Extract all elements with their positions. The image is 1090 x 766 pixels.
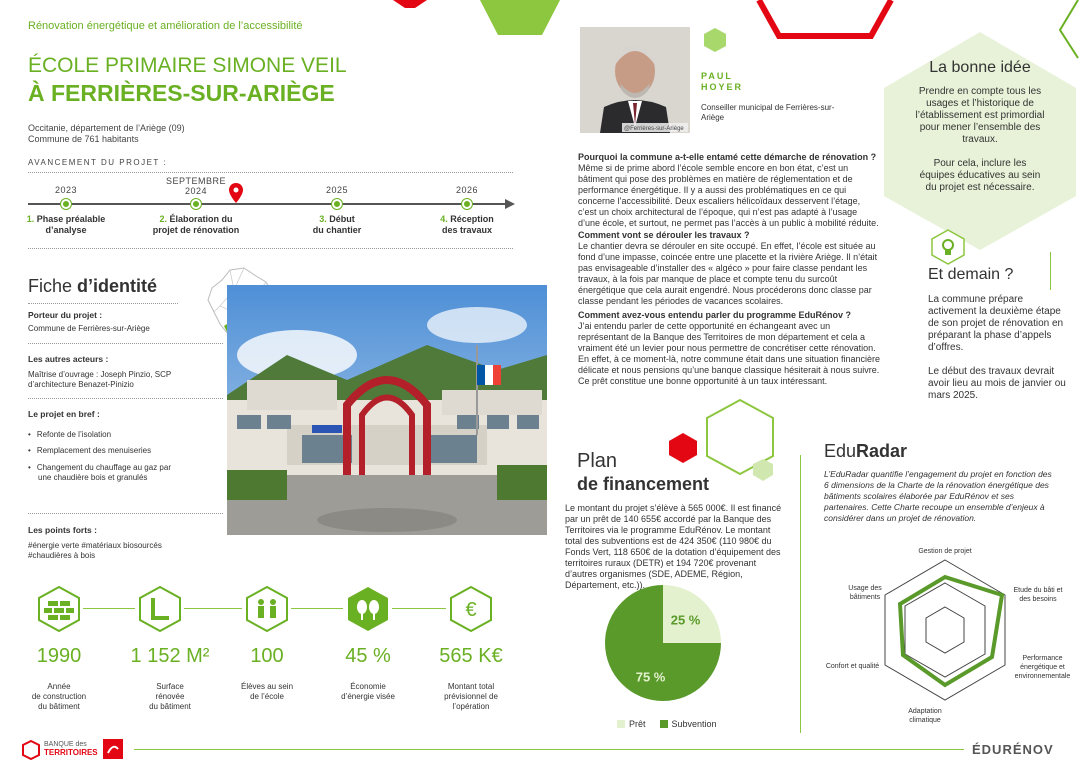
- interview-question: Comment avez-vous entendu parler du programme EduRénov ?: [578, 310, 852, 320]
- timeline-title: AVANCEMENT DU PROJET :: [28, 158, 168, 167]
- stat-label: Élèves au sein de l’école: [240, 682, 294, 701]
- radar-axis-label: Usage des bâtiments: [848, 585, 882, 601]
- bref-item: • Refonte de l’isolation: [28, 430, 111, 440]
- demain-title: Et demain ?: [928, 266, 1014, 283]
- interviewee-first-name: PAUL: [701, 71, 733, 81]
- timeline-axis: [28, 203, 513, 205]
- stat-value: 100: [250, 645, 284, 667]
- radar-axis-label: Performance énergétique et environnementale: [1014, 655, 1071, 680]
- timeline-dot: [61, 199, 71, 209]
- page-title-line2: À FERRIÈRES-SUR-ARIÈGE: [28, 80, 335, 106]
- pie-label-pret: 25 %: [670, 612, 701, 628]
- interview-answer: Le chantier devra se dérouler en site occupé. En effet, l’école est située au fond d’une impasse, coincée entre une placette et la rivière Ariège. Il n’était pas envisageable d’installer des « algéco » pour faire classe pendant les travaux, à la fois par manque de place et compte tenu du surcoût énergétique que cela aurait engendré. Nous procéderons donc classe par classe pendant les périodes de vacances scolaires.: [578, 241, 878, 306]
- bonne-idee-text: Prendre en compte tous les usages et l’historique de l’établissement est primordial pour mener l’ensemble des travaux. Pour cela, inclure les équipes éducatives au sein du projet est nécessaire.: [915, 86, 1045, 193]
- lightbulb-icon: [930, 229, 966, 265]
- stat-label: Année de construction du bâtiment: [31, 682, 87, 711]
- eduradar-title: EduRadar: [824, 441, 908, 461]
- financement-title-line1: Plan: [577, 450, 618, 472]
- green-hex-small-decoration: [752, 458, 774, 482]
- eduradar-chart: [870, 555, 1020, 705]
- timeline-year: 2024: [184, 186, 208, 196]
- bref-heading: Le projet en bref :: [28, 409, 100, 419]
- porteur-value: Commune de Ferrières-sur-Ariège: [28, 324, 150, 333]
- stat-label: Montant total prévisionnel de l’opération: [444, 682, 498, 711]
- interviewee-last-name: HOYER: [701, 82, 744, 92]
- radar-axis-label: Confort et qualité: [825, 663, 880, 670]
- caisse-depots-logo-icon: [103, 739, 123, 759]
- forts-heading: Les points forts :: [28, 525, 97, 535]
- interview-answer: J’ai entendu parler de cette opportunité en échangeant avec un représentant de la Banque des Territoires de mon département et cela a vraiment été un levier pour nous permettre de concrétiser cette rénovation. En effet, à ce moment-là, notre commune était dans une situation financière délicate et nous pensions qu’une banque classique hésiterait à nous suivre. Ce prêt constitue une bonne opportunité à un taux intéressant.: [578, 321, 881, 386]
- bref-item-cont: une chaudière bois et granulés: [38, 473, 148, 482]
- building-brick-icon: [38, 586, 80, 632]
- bonne-idee-title: La bonne idée: [929, 59, 1031, 76]
- legend-item-pret: Prêt: [617, 719, 646, 729]
- porteur-heading: Porteur du projet :: [28, 310, 103, 320]
- timeline-arrow-icon: [505, 199, 515, 209]
- photo-credit: @Ferrières-sur-Ariège: [624, 126, 684, 132]
- banque-logo-text: BANQUE des TERRITOIRES: [44, 741, 98, 757]
- pie-label-subvention: 75 %: [635, 669, 666, 685]
- interviewee-role-line2: Ariège: [701, 113, 725, 122]
- page-title-line1: ÉCOLE PRIMAIRE SIMONE VEIL: [28, 54, 347, 77]
- supertitle: Rénovation énergétique et amélioration de l’accessibilité: [28, 20, 303, 32]
- green-hex-small-decoration: [703, 27, 727, 53]
- financement-text: Le montant du projet s’élève à 565 000€. Il est financé par un prêt de 140 655€ accordé par la Banque des Territoires via le programme EduRénov. Le montant total des subventions est de 424 350€ (110 980€ du Fonds Vert, 118 650€ de la dotation d’équipement des territoires ruraux (DETR) et 194 720€ provenant d’autres organismes (SDE, ADEME, Région, Département, etc.)).: [565, 503, 782, 590]
- euro-icon: [450, 586, 492, 632]
- fiche-divider: [28, 303, 178, 304]
- pie-legend: [617, 719, 717, 729]
- surface-area-icon: [139, 586, 181, 632]
- fiche-divider: [28, 398, 223, 399]
- timeline-dot: [462, 199, 472, 209]
- legend-item-subvention: Subvention: [660, 719, 717, 729]
- stat-label: Économie d’énergie visée: [341, 682, 395, 701]
- svg-text:€: €: [465, 599, 477, 621]
- timeline-dot: [332, 199, 342, 209]
- demain-side-rule: [1050, 252, 1051, 290]
- financement-pie-chart: [603, 583, 723, 703]
- red-hex-outline-decoration: [755, 0, 895, 60]
- timeline-step-1: 1. Phase préalable d’analyse: [26, 214, 106, 235]
- stat-label: Surface rénovée du bâtiment: [149, 682, 191, 711]
- red-hex-decoration: [668, 432, 698, 464]
- demain-text: La commune prépare activement la deuxième étape de son projet de rénovation en préparant la phase d’appels d’offres. Le début des travaux devrait avoir lieu au mois de janvier ou mars 2025.: [928, 294, 1066, 401]
- interview-answer: Même si de prime abord l’école semble encore en bon état, c’est un bâtiment qui pose des problèmes en matière de réglementation et de performance énergétique. Il y a aussi des problématiques en ce qui concerne l’accessibilité. Deux escaliers hélicoïdaux desservent l’étage, c’est un choix architectural de l’époque, qui n’est pas adapté à l’usage d’une école, et surtout, ne permet pas l’accès à un public à mobilité réduite.: [578, 163, 879, 228]
- radar-axis-label: Etude du bâti et des besoins: [1013, 587, 1063, 603]
- stat-connector: [392, 608, 446, 609]
- stat-connector: [83, 608, 135, 609]
- timeline-year: 2023: [54, 185, 78, 195]
- timeline-divider-bottom: [28, 248, 513, 249]
- financement-title-line2: de financement: [577, 474, 710, 494]
- bref-item: • Changement du chauffage au gaz par: [28, 463, 171, 473]
- bref-item: • Remplacement des menuiseries: [28, 446, 151, 456]
- red-hex-decoration: [385, 0, 435, 10]
- edurenov-logo: ÉDURÉNOV: [972, 742, 1054, 757]
- stat-value: 1 152 M²: [130, 645, 210, 667]
- acteurs-line2: d’architecture Benazet-Pinizio: [28, 380, 134, 389]
- interview-question: Comment vont se dérouler les travaux ?: [578, 230, 750, 240]
- legend-swatch: [617, 720, 625, 728]
- timeline-step-3: 3. Début du chantier: [312, 214, 362, 235]
- forts-line2: #chaudières à bois: [28, 551, 96, 560]
- acteurs-line1: Maîtrise d’ouvrage : Joseph Pinzio, SCP: [28, 370, 172, 379]
- forts-line1: #énergie verte #matériaux biosourcés: [28, 541, 162, 550]
- acteurs-heading: Les autres acteurs :: [28, 354, 109, 364]
- stat-value: 45 %: [345, 645, 391, 667]
- current-position-pin-icon: [229, 183, 243, 203]
- timeline-year: 2026: [455, 185, 479, 195]
- stat-connector: [291, 608, 343, 609]
- footer-rule: [134, 749, 964, 750]
- banque-logo-hex-icon: [22, 740, 40, 760]
- students-icon: [246, 586, 288, 632]
- green-hex-decoration: [480, 0, 560, 40]
- radar-axis-label: Adaptation climatique: [908, 708, 942, 724]
- eduradar-description: L’EduRadar quantifie l’engagement du projet en fonction des 6 dimensions de la Charte de la rénovation énergétique des bâtiments scolaires élaborée par EduRénov et ses partenaires. Cette Charte recoupe un ensemble d’enjeux à considérer dans un projet de rénovation.: [824, 469, 1052, 523]
- legend-swatch: [660, 720, 668, 728]
- timeline-step-4: 4. Réception des travaux: [440, 214, 494, 235]
- radar-axis-label: Gestion de projet: [918, 548, 972, 555]
- timeline-year: SEPTEMBRE: [165, 176, 226, 186]
- portrait-photo: [580, 27, 690, 133]
- stat-value: 1990: [36, 645, 82, 667]
- fiche-divider: [28, 513, 223, 514]
- stat-value: 565 K€: [439, 645, 503, 667]
- timeline-divider: [28, 172, 513, 173]
- timeline-year: 2025: [325, 185, 349, 195]
- location-line1: Occitanie, département de l’Ariège (09): [28, 123, 185, 133]
- location-line2: Commune de 761 habitants: [28, 134, 139, 144]
- fiche-title: Fiche d’identité: [28, 276, 158, 296]
- stat-connector: [184, 608, 242, 609]
- timeline-dot: [191, 199, 201, 209]
- fiche-divider: [28, 343, 223, 344]
- school-photo: [227, 285, 547, 535]
- interviewee-role-line1: Conseiller municipal de Ferrières-sur-: [701, 103, 835, 112]
- trees-icon: [347, 586, 389, 632]
- timeline-step-2: 2. Élaboration du projet de rénovation: [152, 214, 240, 235]
- interview-question: Pourquoi la commune a-t-elle entamé cette démarche de rénovation ?: [578, 152, 877, 162]
- eduradar-side-rule: [800, 455, 801, 733]
